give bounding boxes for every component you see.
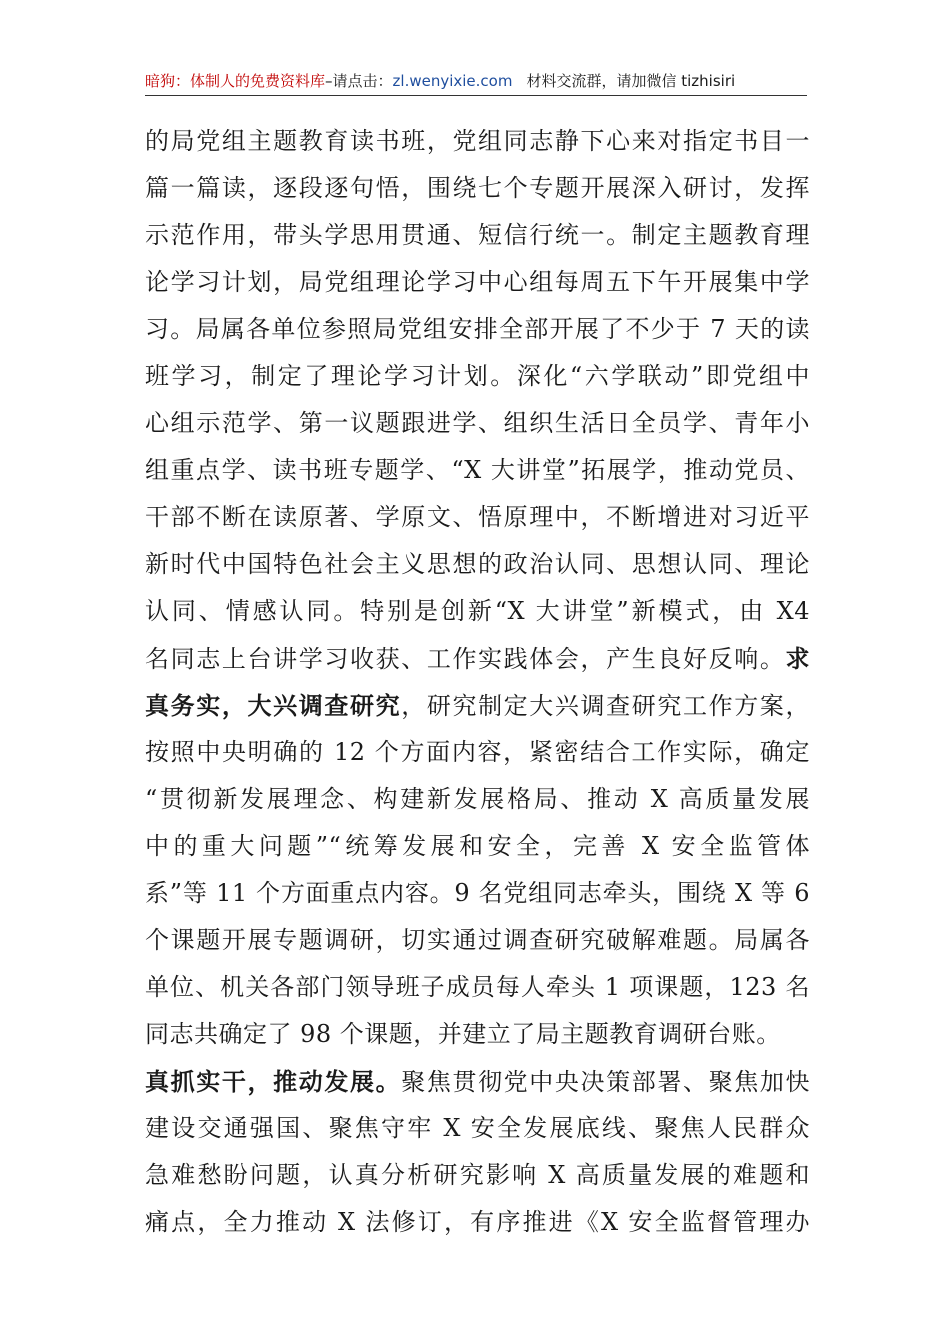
bold-heading-fragment: 求 xyxy=(785,644,810,673)
text-line: 真抓实干，推动发展。聚焦贯彻党中央决策部署、聚焦加快 xyxy=(145,1067,811,1096)
header-url-link[interactable]: zl.wenyixie.com xyxy=(392,72,513,90)
bold-heading-fragment: 真务实，大兴调查研究 xyxy=(145,691,402,720)
text-line: 单位、机关各部门领导班子成员每人牵头 1 项课题，123 名 xyxy=(145,973,810,1001)
text-line: 班学习，制定了理论学习计划。深化“六学联动”即党组中 xyxy=(145,362,810,390)
header-wechat-note: 材料交流群，请加微信 tizhisiri xyxy=(526,72,736,90)
page-header xyxy=(145,66,805,96)
text-line: 认同、情感认同。特别是创新“X 大讲堂”新模式，由 X4 xyxy=(145,597,810,625)
header-click-prompt: –请点击： xyxy=(325,72,393,90)
text-line: 中的重大问题”“统筹发展和安全，完善 X 安全监管体 xyxy=(145,832,810,860)
text-line: 组重点学、读书班专题学、“X 大讲堂”拓展学，推动党员、 xyxy=(145,456,810,484)
text-line: 示范作用，带头学思用贯通、短信行统一。制定主题教育理 xyxy=(145,221,810,249)
text-line: 痛点，全力推动 X 法修订，有序推进《X 安全监督管理办 xyxy=(145,1208,810,1236)
text-line: 心组示范学、第一议题跟进学、组织生活日全员学、青年小 xyxy=(145,409,810,437)
header-divider xyxy=(145,95,807,96)
text-line: 真务实，大兴调查研究，研究制定大兴调查研究工作方案， xyxy=(145,691,811,720)
text-line: 的局党组主题教育读书班，党组同志静下心来对指定书目一 xyxy=(145,127,810,155)
bold-heading-fragment: 真抓实干，推动发展。 xyxy=(145,1067,402,1096)
text-line: 系”等 11 个方面重点内容。9 名党组同志牵头，围绕 X 等 6 xyxy=(145,879,810,907)
text-line: “贯彻新发展理念、构建新发展格局、推动 X 高质量发展 xyxy=(145,785,810,813)
text-line: 建设交通强国、聚焦守牢 X 安全发展底线、聚焦人民群众 xyxy=(145,1114,810,1142)
text-line: 名同志上台讲学习收获、工作实践体会，产生良好反响。求 xyxy=(145,644,810,673)
text-line: 按照中央明确的 12 个方面内容，紧密结合工作实际，确定 xyxy=(145,738,810,766)
text-line: 新时代中国特色社会主义思想的政治认同、思想认同、理论 xyxy=(145,550,810,578)
text-line: 干部不断在读原著、学原文、悟原理中，不断增进对习近平 xyxy=(145,503,810,531)
text-line: 个课题开展专题调研，切实通过调查研究破解难题。局属各 xyxy=(145,926,810,954)
header-site-name: 暗狗：体制人的免费资料库 xyxy=(145,72,326,90)
text-line: 急难愁盼问题，认真分析研究影响 X 高质量发展的难题和 xyxy=(145,1161,810,1189)
text-line: 同志共确定了 98 个课题，并建立了局主题教育调研台账。 xyxy=(145,1020,781,1048)
text-line: 习。局属各单位参照局党组安排全部开展了不少于 7 天的读 xyxy=(145,315,810,343)
text-line: 论学习计划，局党组理论学习中心组每周五下午开展集中学 xyxy=(145,268,810,296)
text-line: 篇一篇读，逐段逐句悟，围绕七个专题开展深入研讨，发挥 xyxy=(145,174,810,202)
document-body xyxy=(145,118,810,1246)
